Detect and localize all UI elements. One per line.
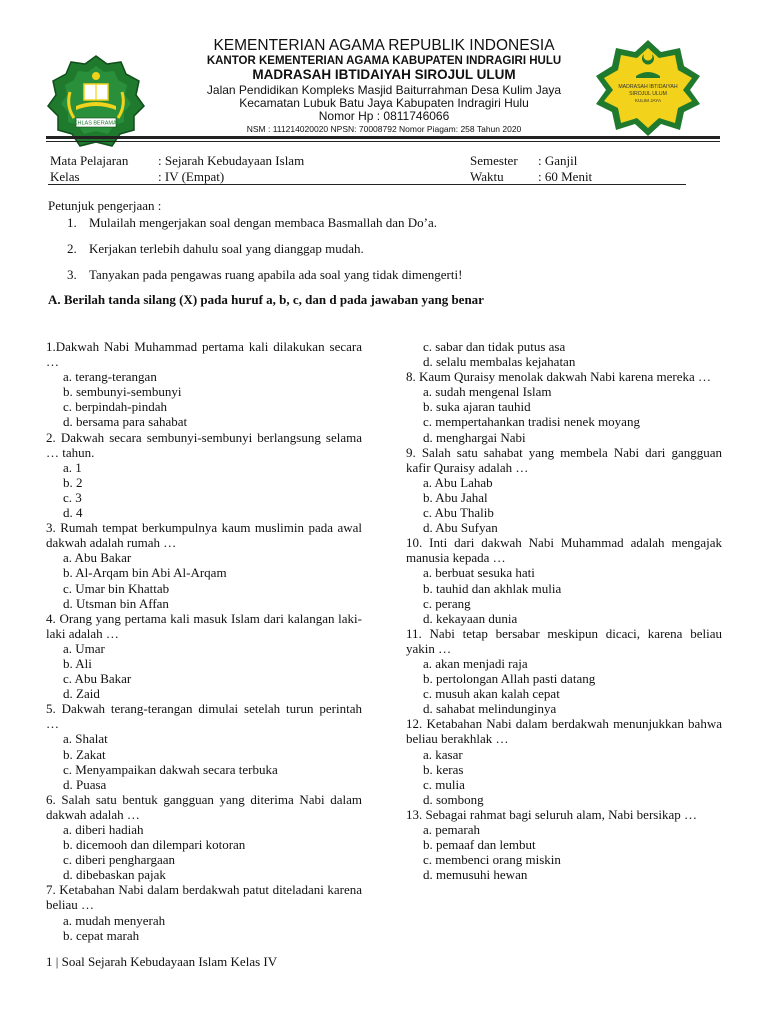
option: a. kasar	[423, 746, 463, 762]
option: c. sabar dan tidak putus asa	[423, 339, 566, 354]
instruction-text: Tanyakan pada pengawas ruang apabila ada soal yang tidak dimengerti!	[89, 267, 463, 282]
option: b. dicemooh dan dilempari kotoran	[63, 837, 246, 853]
time-value: : 60 Menit	[538, 169, 593, 184]
option: d. selalu membalas kejahatan	[423, 354, 576, 370]
school-registration: NSM : 111214020020 NPSN: 70008792 Nomor Piagam: 258 Tahun 2020	[246, 123, 522, 134]
option: a. diberi hadiah	[63, 822, 144, 837]
option: a. Shalat	[63, 731, 108, 747]
option: b. Zakat	[63, 746, 106, 762]
option: c. Umar bin Khattab	[63, 580, 170, 596]
option: c. Abu Thalib	[423, 505, 494, 521]
logo-right-line1: MADRASAH IBTIDAIYAH	[618, 84, 678, 90]
instruction-number: 3.	[67, 267, 77, 282]
option: b. cepat marah	[63, 927, 140, 943]
semester-label: Semester	[470, 153, 518, 168]
option: d. dibebaskan pajak	[63, 867, 166, 883]
option: a. berbuat sesuka hati	[423, 565, 535, 581]
option: c. membenci orang miskin	[423, 852, 561, 868]
questions-right-column	[406, 339, 722, 882]
option: b. suka ajaran tauhid	[423, 399, 531, 415]
option: b. tauhid dan akhlak mulia	[423, 580, 562, 596]
option: c. diberi penghargaan	[63, 852, 176, 868]
instructions-title: Petunjuk pengerjaan :	[48, 198, 162, 213]
info-divider	[48, 184, 686, 185]
option: b. pemaaf dan lembut	[423, 837, 536, 853]
option: d. Puasa	[63, 776, 107, 792]
option: d. memusuhi hewan	[423, 867, 528, 883]
option: d. sombong	[423, 791, 484, 807]
option: b. Al-Arqam bin Abi Al-Arqam	[63, 565, 227, 581]
option: c. mulia	[423, 776, 465, 792]
question-4: 4. Orang yang pertama kali masuk Islam dari kalangan laki-laki adalah …	[46, 610, 362, 641]
option: a. 1	[63, 459, 82, 475]
option: a. Abu Bakar	[63, 550, 132, 566]
question-13: 13. Sebagai rahmat bagi seluruh alam, Nabi bersikap …	[406, 806, 697, 822]
option: b. 2	[63, 474, 83, 490]
option: a. Abu Lahab	[423, 474, 493, 490]
option: d. sahabat melindunginya	[423, 701, 557, 717]
option: c. berpindah-pindah	[63, 399, 167, 415]
question-2: 2. Dakwah secara sembunyi-sembunyi berlangsung selama … tahun.	[46, 429, 362, 460]
letterhead-rule-thick	[46, 136, 720, 139]
instruction-item	[67, 215, 437, 231]
option: b. Abu Jahal	[423, 489, 488, 505]
class-label: Kelas	[50, 169, 80, 184]
time-label: Waktu	[470, 169, 504, 184]
instruction-number: 2.	[67, 241, 77, 256]
option: c. musuh akan kalah cepat	[423, 686, 560, 702]
question-6: 6. Salah satu bentuk gangguan yang diterima Nabi dalam dakwah adalah …	[46, 791, 362, 822]
option: b. pertolongan Allah pasti datang	[423, 671, 596, 687]
option: d. Abu Sufyan	[423, 520, 498, 536]
school-district: Kecamatan Lubuk Batu Jaya Kabupaten Indragiri Hulu	[239, 95, 529, 110]
option: c. perang	[423, 595, 471, 611]
questions-left-column	[46, 339, 362, 943]
question-9: 9. Salah satu sahabat yang membela Nabi dari gangguan kafir Quraisy adalah …	[406, 444, 722, 475]
subject-value: : Sejarah Kebudayaan Islam	[158, 153, 305, 168]
school-name: MADRASAH IBTIDAIYAH SIROJUL ULUM	[252, 67, 516, 82]
instruction-text: Mulailah mengerjakan soal dengan membaca Basmallah dan Do’a.	[89, 215, 437, 230]
option: d. Zaid	[63, 686, 100, 702]
subject-label: Mata Pelajaran	[50, 153, 129, 168]
option: a. pemarah	[423, 822, 481, 837]
option: b. keras	[423, 761, 464, 777]
question-10: 10. Inti dari dakwah Nabi Muhammad adalah mengajak manusia kepada …	[406, 535, 722, 566]
school-phone: Nomor Hp : 0811746066	[318, 108, 450, 123]
instruction-text: Kerjakan terlebih dahulu soal yang dianggap mudah.	[89, 241, 364, 256]
ministry-name: KEMENTERIAN AGAMA REPUBLIK INDONESIA	[213, 37, 555, 54]
option: d. kekayaan dunia	[423, 610, 518, 626]
option: c. mempertahankan tradisi nenek moyang	[423, 414, 640, 430]
option: d. Utsman bin Affan	[63, 595, 169, 611]
school-address: Jalan Pendidikan Kompleks Masjid Baiturrahman Desa Kulim Jaya	[206, 82, 562, 97]
instruction-item	[67, 241, 364, 257]
option: a. mudah menyerah	[63, 912, 166, 928]
option: d. menghargai Nabi	[423, 429, 526, 445]
option: d. 4	[63, 505, 83, 521]
question-8: 8. Kaum Quraisy menolak dakwah Nabi karena mereka …	[406, 369, 712, 385]
office-name: KANTOR KEMENTERIAN AGAMA KABUPATEN INDRAGIRI HULU	[206, 54, 562, 67]
class-value: : IV (Empat)	[158, 169, 225, 184]
logo-right-line2: SIROJUL ULUM	[629, 91, 667, 97]
question-1: 1.Dakwah Nabi Muhammad pertama kali dilakukan secara …	[46, 339, 362, 370]
question-3: 3. Rumah tempat berkumpulnya kaum muslimin pada awal dakwah adalah rumah …	[46, 520, 362, 551]
instruction-item	[67, 267, 462, 283]
page-footer: 1 | Soal Sejarah Kebudayaan Islam Kelas IV	[46, 954, 278, 969]
logo-left-motto: IKHLAS BERAMAL	[72, 120, 120, 127]
question-7: 7. Ketabahan Nabi dalam berdakwah patut diteladani karena beliau …	[46, 882, 362, 913]
question-5: 5. Dakwah terang-terangan dimulai setelah turun perintah …	[46, 701, 362, 732]
letterhead-rule-thin	[46, 141, 720, 142]
option: d. bersama para sahabat	[63, 414, 188, 430]
logo-right-line3: KULIM JAYA	[634, 98, 662, 103]
option: b. sembunyi-sembunyi	[63, 384, 182, 400]
option: c. 3	[63, 489, 82, 505]
option: b. Ali	[63, 655, 92, 671]
option: a. sudah mengenal Islam	[423, 384, 552, 400]
section-a-heading: A. Berilah tanda silang (X) pada huruf a, b, c, dan d pada jawaban yang benar	[48, 292, 484, 307]
option: a. akan menjadi raja	[423, 655, 528, 671]
letterhead	[172, 38, 596, 133]
question-12: 12. Ketabahan Nabi dalam berdakwah menunjukkan bahwa beliau berakhlak …	[406, 716, 722, 747]
semester-value: : Ganjil	[538, 153, 578, 168]
instruction-number: 1.	[67, 215, 77, 230]
option: c. Abu Bakar	[63, 671, 132, 687]
option: a. terang-terangan	[63, 369, 157, 385]
question-11: 11. Nabi tetap bersabar meskipun dicaci, karena beliau yakin …	[406, 625, 722, 656]
madrasah-logo	[592, 38, 704, 138]
option: c. Menyampaikan dakwah secara terbuka	[63, 761, 278, 777]
option: a. Umar	[63, 640, 105, 656]
